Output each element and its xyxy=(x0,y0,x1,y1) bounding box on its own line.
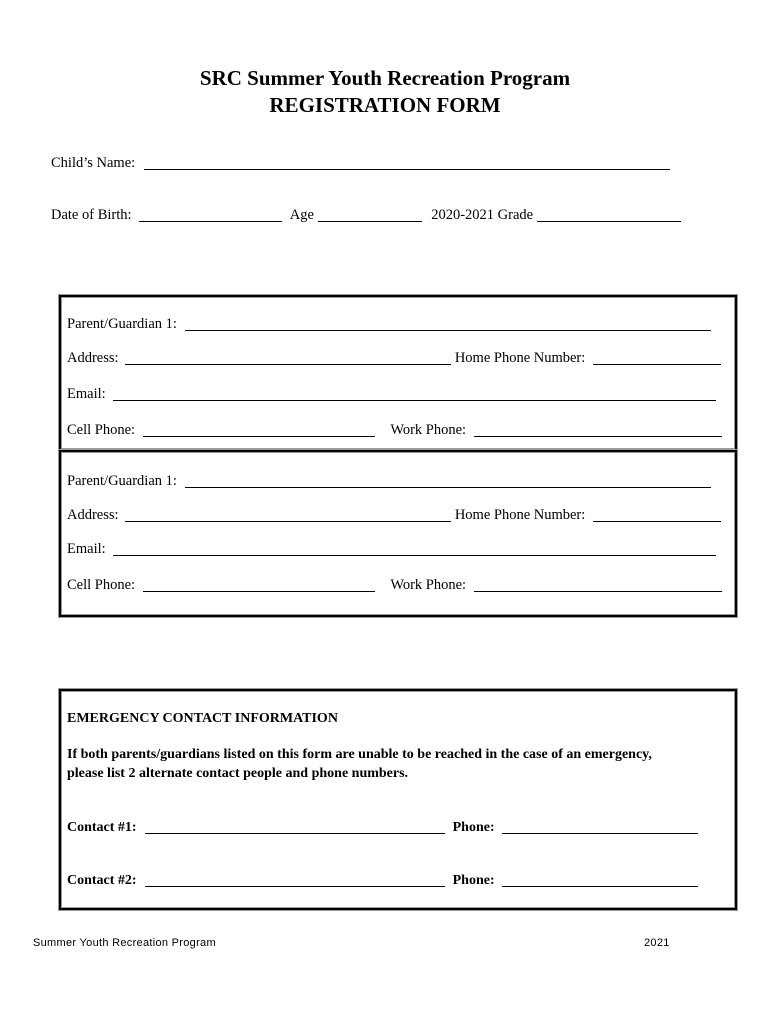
email-field[interactable] xyxy=(113,386,716,401)
guardian-email-row xyxy=(67,386,716,403)
contact-1-name-field[interactable] xyxy=(145,819,445,834)
footer-program-name: Summer Youth Recreation Program xyxy=(33,937,216,949)
home-phone-label: Home Phone Number: xyxy=(454,350,586,366)
guardian-address-row xyxy=(67,507,721,524)
work-phone-field[interactable] xyxy=(474,577,722,592)
child-name-field[interactable] xyxy=(144,155,670,170)
contact-2-phone-label: Phone: xyxy=(452,873,495,888)
home-phone-field[interactable] xyxy=(593,507,721,522)
age-field[interactable] xyxy=(318,207,422,222)
contact-1-phone-field[interactable] xyxy=(502,819,698,834)
address-field[interactable] xyxy=(125,350,451,365)
cell-phone-label: Cell Phone: xyxy=(67,422,136,438)
age-label: Age xyxy=(289,207,314,223)
guardian-address-row xyxy=(67,350,721,367)
child-name-label: Child’s Name: xyxy=(51,155,136,171)
page-subtitle: REGISTRATION FORM xyxy=(269,93,501,117)
guardian-name-label: Parent/Guardian 1: xyxy=(67,473,177,489)
address-label: Address: xyxy=(67,350,119,366)
footer-year: 2021 xyxy=(644,937,670,949)
cell-phone-field[interactable] xyxy=(143,422,375,437)
work-phone-label: Work Phone: xyxy=(390,577,467,593)
email-label: Email: xyxy=(67,541,106,557)
work-phone-label: Work Phone: xyxy=(390,422,467,438)
emergency-instruction-line-1: If both parents/guardians listed on this form are unable to be reached in the case of an emergency, xyxy=(67,747,652,762)
email-label: Email: xyxy=(67,386,106,402)
emergency-instruction-line-2: please list 2 alternate contact people and phone numbers. xyxy=(67,766,409,781)
grade-label: 2020-2021 Grade xyxy=(431,207,534,223)
emergency-contact-section xyxy=(59,689,737,910)
cell-phone-label: Cell Phone: xyxy=(67,577,136,593)
page-title: SRC Summer Youth Recreation Program xyxy=(199,66,571,90)
guardian-name-label: Parent/Guardian 1: xyxy=(67,316,177,332)
guardian-name-field[interactable] xyxy=(185,473,711,488)
guardian-name-row xyxy=(67,473,711,490)
contact-1-row xyxy=(67,819,698,836)
address-field[interactable] xyxy=(125,507,451,522)
contact-2-label: Contact #2: xyxy=(67,873,137,888)
contact-2-name-field[interactable] xyxy=(145,872,445,887)
dob-label: Date of Birth: xyxy=(51,207,132,223)
emergency-heading: EMERGENCY CONTACT INFORMATION xyxy=(67,711,338,726)
guardian-email-row xyxy=(67,541,716,558)
address-label: Address: xyxy=(67,507,119,523)
cell-phone-field[interactable] xyxy=(143,577,375,592)
contact-1-phone-label: Phone: xyxy=(452,820,495,835)
guardian-phones-row xyxy=(67,577,722,594)
home-phone-field[interactable] xyxy=(593,350,721,365)
contact-2-phone-field[interactable] xyxy=(502,872,698,887)
contact-2-row xyxy=(67,872,698,889)
guardian-phones-row xyxy=(67,422,722,439)
home-phone-label: Home Phone Number: xyxy=(454,507,586,523)
dob-field[interactable] xyxy=(139,207,282,222)
grade-field[interactable] xyxy=(537,207,681,222)
child-details-row xyxy=(51,207,681,224)
guardian-section-2 xyxy=(59,450,737,617)
work-phone-field[interactable] xyxy=(474,422,722,437)
guardian-section-1 xyxy=(59,295,737,451)
child-name-row xyxy=(51,155,670,172)
email-field[interactable] xyxy=(113,541,716,556)
guardian-name-field[interactable] xyxy=(185,316,711,331)
guardian-name-row xyxy=(67,316,711,333)
contact-1-label: Contact #1: xyxy=(67,820,137,835)
